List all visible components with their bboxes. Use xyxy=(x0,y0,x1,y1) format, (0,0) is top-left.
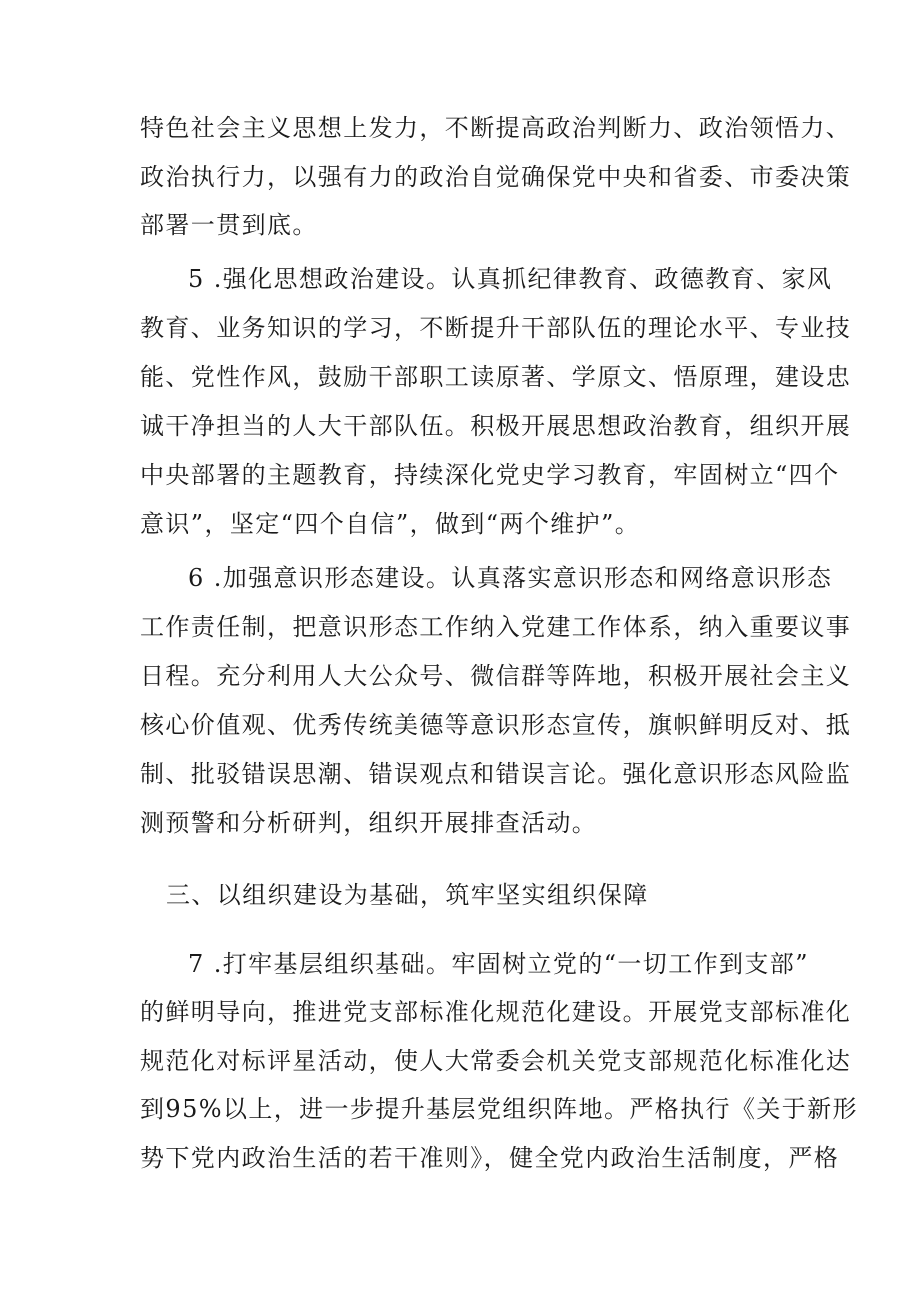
item-7-line: 的鲜明导向，推进党支部标准化规范化建设。开展党支部标准化 xyxy=(140,998,852,1026)
item-5-line: 中央部署的主题教育，持续深化党史学习教育，牢固树立“四个 xyxy=(140,461,840,489)
paragraph-line: 特色社会主义思想上发力，不断提高政治判断力、政治领悟力、 xyxy=(140,114,852,142)
item-7-line: 势下党内政治生活的若干准则》，健全党内政治生活制度，严格 xyxy=(140,1144,840,1172)
item-5-line: 意识”，坚定“四个自信”，做到“两个维护”。 xyxy=(140,510,641,538)
item-6-line: 日程。充分利用人大公众号、微信群等阵地，积极开展社会主义 xyxy=(140,662,852,690)
item-6-line: 制、批驳错误思潮、错误观点和错误言论。强化意识形态风险监 xyxy=(140,760,852,788)
section-heading: 三、以组织建设为基础，筑牢坚实组织保障 xyxy=(166,881,649,909)
item-7-line: 到95%以上，进一步提升基层党组织阵地。严格执行《关于新形 xyxy=(140,1095,858,1123)
item-5-line: 诚干净担当的人大干部队伍。积极开展思想政治教育，组织开展 xyxy=(140,412,852,440)
paragraph-line: 部署一贯到底。 xyxy=(140,211,318,239)
item-5-line: 能、党性作风，鼓励干部职工读原著、学原文、悟原理，建设忠 xyxy=(140,363,852,391)
item-5-line: 教育、业务知识的学习，不断提升干部队伍的理论水平、专业技 xyxy=(140,314,852,342)
item-6-line: 工作责任制，把意识形态工作纳入党建工作体系，纳入重要议事 xyxy=(140,613,852,641)
paragraph-line: 政治执行力，以强有力的政治自觉确保党中央和省委、市委决策 xyxy=(140,163,852,191)
item-6-line: 核心价值观、优秀传统美德等意识形态宣传，旗帜鲜明反对、抵 xyxy=(140,711,852,739)
item-5-line: 5 .强化思想政治建设。认真抓纪律教育、政德教育、家风 xyxy=(188,265,833,293)
item-6-line: 测预警和分析研判，组织开展排查活动。 xyxy=(140,809,598,837)
item-7-line: 规范化对标评星活动，使人大常委会机关党支部规范化标准化达 xyxy=(140,1047,852,1075)
item-7-line: 7 .打牢基层组织基础。牢固树立党的“一切工作到支部” xyxy=(188,950,809,978)
item-6-line: 6 .加强意识形态建设。认真落实意识形态和网络意识形态 xyxy=(188,564,833,592)
